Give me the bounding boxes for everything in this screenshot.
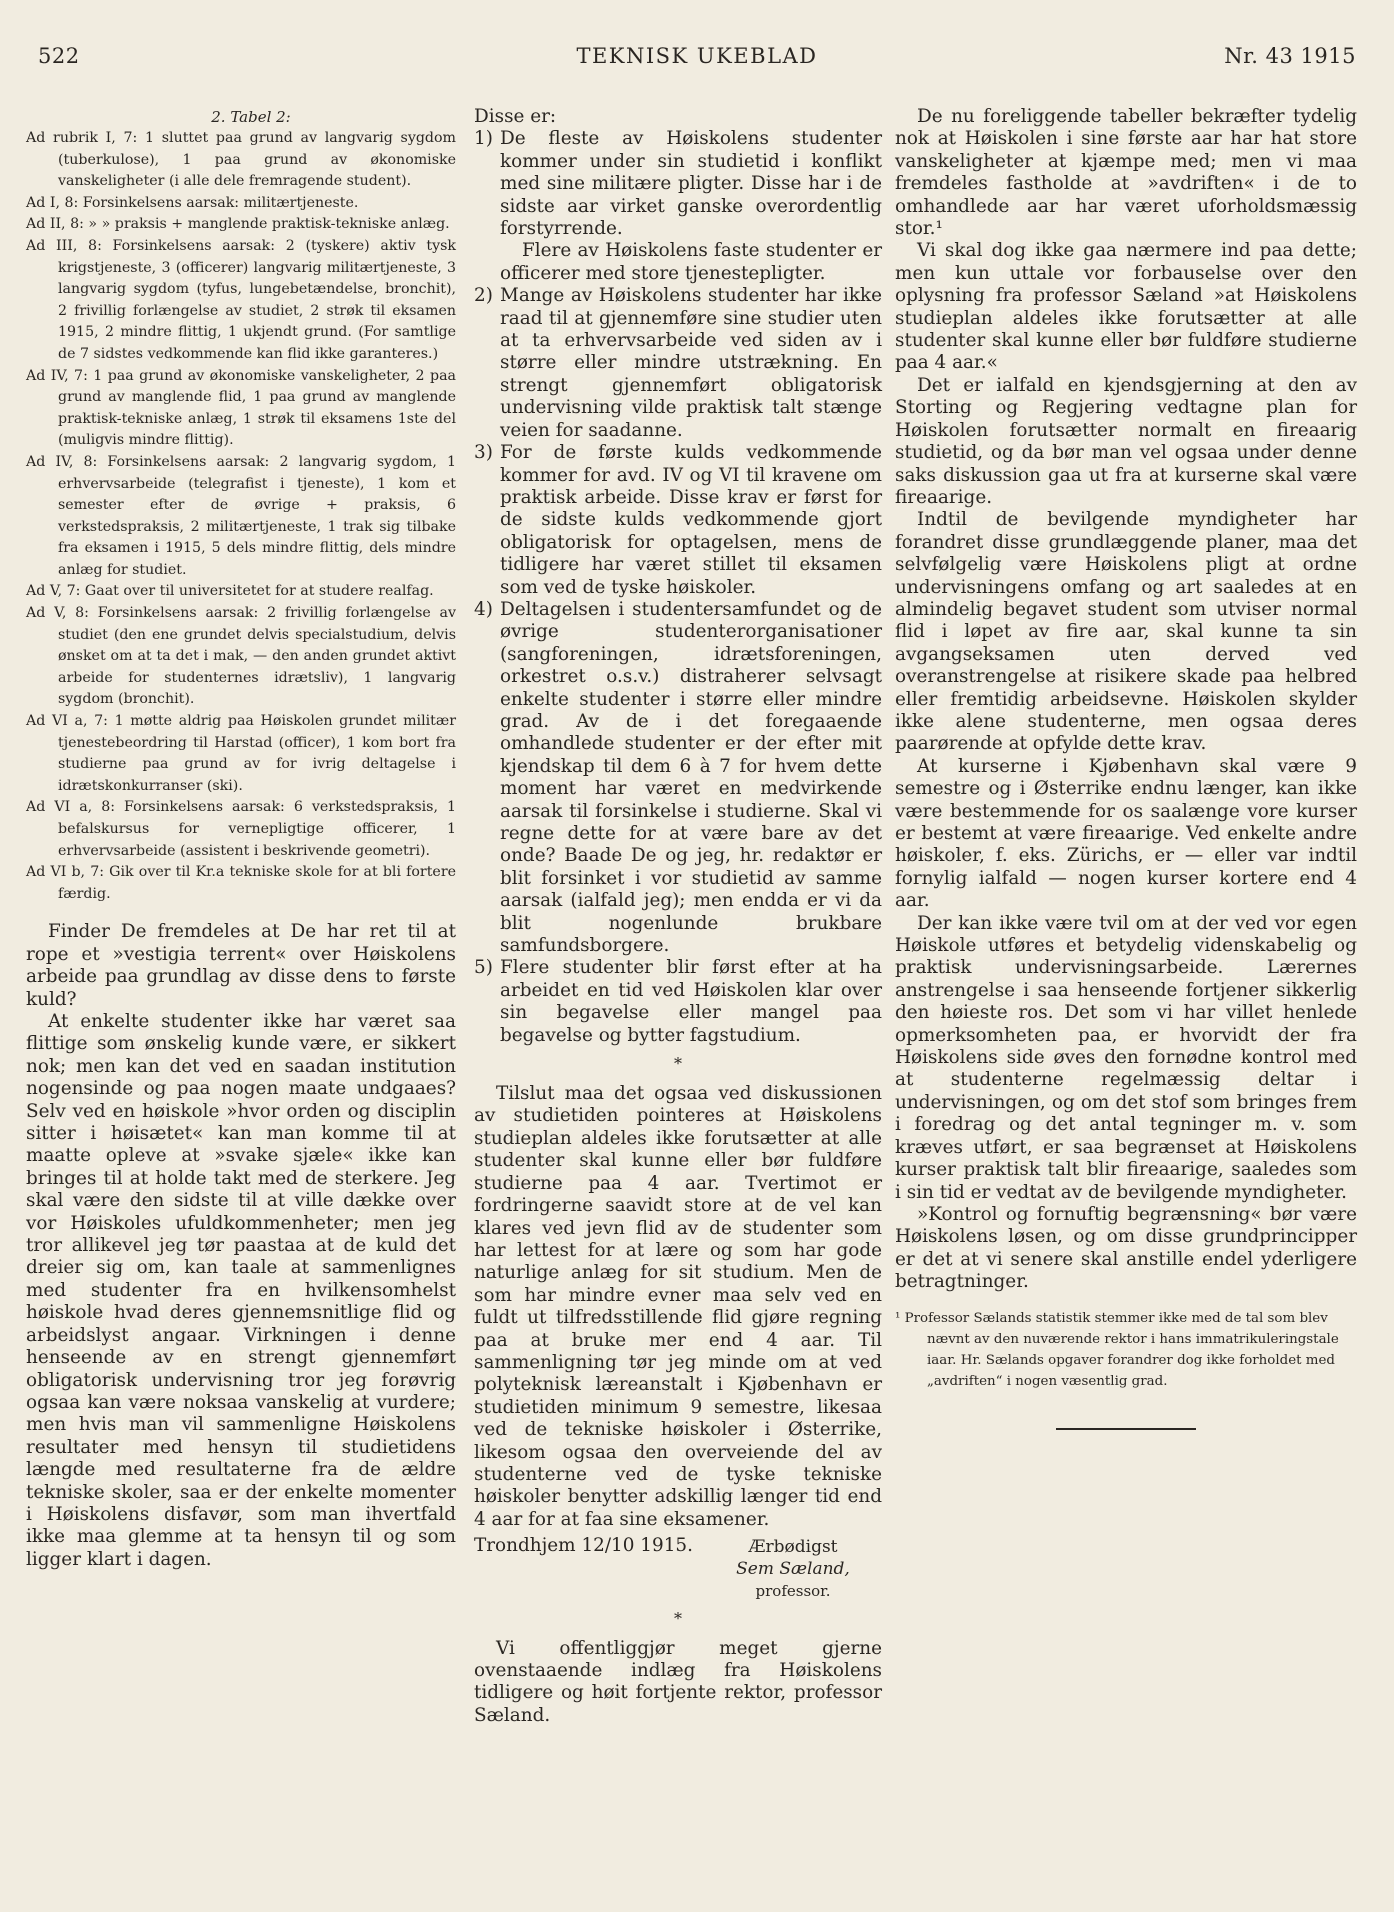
closing-rule bbox=[1056, 1428, 1196, 1430]
section-separator: * bbox=[674, 1608, 682, 1628]
column-left bbox=[26, 106, 456, 1571]
list-item-text: For de første kulds vedkommende kommer for avd. IV og VI til kravene om praktisk arbeide. Disse krav er først for de sidste kulds vedkommende gjort obligatorisk for optagelsen, mens de tidligere har været stillet til eksamen som ved de tyske høiskoler. bbox=[500, 442, 882, 598]
place-date: Trondhjem 12/10 1915. bbox=[474, 1535, 693, 1557]
list-item-number: 4) bbox=[474, 598, 493, 620]
page-header bbox=[38, 44, 1356, 76]
list-item bbox=[474, 442, 882, 599]
list-item-number: 1) bbox=[474, 128, 493, 150]
body-paragraph: »Kontrol og fornuftig begrænsning« bør være Høiskolens løsen, og om disse grundprincipper er det at vi senere skal anstille endel yderligere betragtninger. bbox=[895, 1203, 1357, 1293]
page-number: 522 bbox=[38, 44, 80, 68]
body-paragraph: Indtil de bevilgende myndigheter har forandret disse grundlæggende planer, maa det selvfølgelig være Høiskolens pligt at ordne undervisningens omfang og art saaledes at en almindelig begavet student som utviser normal flid i løpet av fire aar, skal kunne ta sin avgangseksamen uten derved ved overanstrengelse at risikere skade paa helbred eller fremtidig arbeidsevne. Høiskolen skylder ikke alene studenterne, men ogsaa deres paarørende at opfylde dette krav. bbox=[895, 509, 1357, 755]
list-item-number: 3) bbox=[474, 442, 493, 464]
list-item bbox=[474, 128, 882, 240]
table-note: Ad V, 8: Forsinkelsens aarsak: 2 frivillig forlængelse av studiet (den ene grundet delvis specialstudium, delvis ønsket om at ta det i mak, — den anden grundet aktivt arbeide for studenternes idrætsliv), 1 langvarig sygdom (bronchit). bbox=[26, 605, 456, 708]
body-paragraph: Der kan ikke være tvil om at der ved vor egen Høiskole utføres et betydelig videnskabelig og praktisk undervisningsarbeide. Lærernes anstrengelse i saa henseende fortjener sikkerlig den høieste ros. Det som vi har villet henlede opmerksomheten paa, er hvorvidt der fra Høiskolens side øves den fornødne kontrol med at studenterne regelmæssig deltar i undervisningen, og om det stof som bringes frem i foredrag og det antal tegninger m. v. som kræves utført, er saa begrænset at Høiskolens kurser praktisk talt blir fireaarige, saaledes som i sin tid er vedtat av de bevilgende myndigheter. bbox=[895, 912, 1357, 1203]
footnote: ¹ Professor Sælands statistik stemmer ikke med de tal som blev nævnt av den nuværende rektor i hans immatrikuleringstale iaar. Hr. Sælands opgaver forandrer dog ikke forholdet med „avdriften“ i nogen væsentlig grad. bbox=[895, 1310, 1339, 1389]
body-paragraph: Det er ialfald en kjendsgjerning at den av Storting og Regjering vedtagne plan for Høiskolen forutsætter normalt en fireaarig studietid, og da bør man vel ogsaa under denne saks diskussion gaa ut fra at kurserne skal være fireaarige. bbox=[895, 374, 1357, 508]
list-item-text: Mange av Høiskolens studenter har ikke raad til at gjennemføre sine studier uten at ta erhvervsarbeide ved siden av i større eller mindre utstrækning. En strengt gjennemført obligatorisk undervisning vilde praktisk talt stænge veien for saadanne. bbox=[500, 285, 882, 441]
table-note: Ad rubrik I, 7: 1 sluttet paa grund av langvarig sygdom (tuberkulose), 1 paa grund av økonomiske vanskeligheter (i alle dele fremragende student). bbox=[26, 130, 456, 190]
body-paragraph: De nu foreliggende tabeller bekræfter tydelig nok at Høiskolen i sine første aar har hat store vanskeligheter at kjæmpe med; men vi maa fremdeles fastholde at »avdriften« i de to omhandlede aar har været uforholdsmæssig stor.¹ bbox=[895, 106, 1357, 240]
signature-block bbox=[704, 1536, 882, 1602]
body-paragraph: Finder De fremdeles at De har ret til at rope et »vestigia terrent« over Høiskolens arbeide paa grundlag av disse dens to første kuld? bbox=[26, 921, 456, 1010]
body-paragraph: Vi skal dog ikke gaa nærmere ind paa dette; men kun uttale vor forbauselse over den oplysning fra professor Sæland »at Høiskolens studieplan aldeles ikke forutsætter at alle studenter skal kunne eller bør fuldføre studierne paa 4 aar.« bbox=[895, 240, 1357, 374]
table-note: Ad V, 7: Gaat over til universitetet for at studere realfag. bbox=[26, 583, 434, 600]
list-item bbox=[474, 599, 882, 958]
table-note: Ad I, 8: Forsinkelsens aarsak: militærtjeneste. bbox=[26, 194, 359, 211]
column-right bbox=[895, 106, 1357, 1430]
list-item-text: De fleste av Høiskolens studenter kommer under sin studietid i konflikt med sine militære pligter. Disse har i de sidste aar virket ganske overordentlig forstyrrende. bbox=[500, 128, 882, 240]
list-item bbox=[474, 285, 882, 442]
table-note: Ad II, 8: » » praksis + manglende praktisk-tekniske anlæg. bbox=[26, 216, 450, 233]
list-intro: Disse er: bbox=[474, 106, 557, 127]
section-separator: * bbox=[674, 1054, 682, 1074]
salutation: Ærbødigst bbox=[748, 1536, 838, 1557]
journal-title: TEKNISK UKEBLAD bbox=[576, 44, 818, 68]
column-middle bbox=[474, 106, 882, 1727]
table-note: Ad VI a, 7: 1 møtte aldrig paa Høiskolen grundet militær tjenestebeordring til Harstad (officer), 1 kom bort fra studierne paa grund av for ivrig deltagelse i idrætskonkurranser (ski). bbox=[26, 713, 456, 794]
body-paragraph: At enkelte studenter ikke har været saa flittige som ønskelig kunde være, er sikkert nok; men kan det ved en saadan institution nogensinde og paa nogen maate undgaaes? Selv ved en høiskole »hvor orden og disciplin sitter i høisætet« kan man komme til at maatte opleve at »svake sjæle« ikke kan bringes til at holde takt med de sterkere. Jeg skal være den sidste til at ville dække over vor Høiskoles ufuldkommenheter; men jeg tror allikevel jeg tør paastaa at de kuld det dreier sig om, kan taale at sammenlignes med studenter fra en hvilkensomhelst høiskole hvad deres gjennemsnitlige flid og arbeidslyst angaar. Virkningen i denne henseende av en strengt gjennemført obligatorisk undervisning tror jeg forøvrig ogsaa kan være noksaa vanskelig at vurdere; men hvis man vil sammenligne Høiskolens resultater med hensyn til studietidens længde med resultaterne fra de ældre tekniske skoler, saa er der enkelte momenter i Høiskolens disfavør, som man ihvertfald ikke maa glemme at ta hensyn til og som ligger klart i dagen. bbox=[26, 1011, 456, 1570]
table-note: Ad VI a, 8: Forsinkelsens aarsak: 6 verkstedspraksis, 1 befalskursus for vernepligtige officerer, 1 erhvervsarbeide (assistent i beskrivende geometri). bbox=[26, 799, 456, 859]
signature-name: Sem Sæland, bbox=[736, 1558, 850, 1579]
list-item-number: 2) bbox=[474, 285, 493, 307]
issue-number: Nr. 43 1915 bbox=[1224, 44, 1356, 68]
list-item-number: 5) bbox=[474, 957, 493, 979]
list-item-text: Deltagelsen i studentersamfundet og de øvrige studenterorganisationer (sangforeningen, idrætsforeningen, orkestret o.s.v.) distraherer selvsagt enkelte studenter i større eller mindre grad. Av de i det foregaaende omhandlede studenter er der efter mit kjendskap til dem 6 à 7 for hvem dette moment har været en medvirkende aarsak til forsinkelse i studierne. Skal vi regne dette for at være bare av det onde? Baade De og jeg, hr. redaktør er blit forsinket i vor studietid av samme aarsak (ialfald jeg); men endda er vi da blit nogenlunde brukbare samfundsborgere. bbox=[500, 598, 882, 957]
closing-paragraph: Tilslut maa det ogsaa ved diskussionen av studietiden pointeres at Høiskolens studieplan aldeles ikke forutsætter at alle studenter skal kunne eller bør fuldføre studierne paa 4 aar. Tvertimot er fordringerne saavidt store at de vel kan klares ved jevn flid av de studenter som har lettest for at lære og som har gode naturlige anlæg for sit studium. Men de som har mindre evner maa selv ved en fuldt ut tilfredsstillende flid gjøre regning paa at bruke mer end 4 aar. Til sammenligning tør jeg minde om at ved polyteknisk læreanstalt i Kjøbenhavn er studietiden minimum 9 semestre, likesaa ved de tekniske høiskoler i Østerrike, likesom ogsaa den overveiende del av studenterne ved de tyske tekniske høiskoler benytter adskillig længer tid end 4 aar for at faa sine eksamener. bbox=[474, 1083, 882, 1530]
table-note: Ad IV, 7: 1 paa grund av økonomiske vanskeligheter, 2 paa grund av manglende flid, 1 paa grund av manglende praktisk-tekniske anlæg, 1 strøk til eksamens 1ste del (muligvis mindre flittig). bbox=[26, 367, 456, 449]
editor-note: Vi offentliggjør meget gjerne ovenstaaende indlæg fra Høiskolens tidligere og høit fortjente rektor, professor Sæland. bbox=[474, 1637, 882, 1726]
list-item-text: Flere studenter blir først efter at ha arbeidet en tid ved Høiskolen klar over sin begavelse eller mangel paa begavelse og bytter fagstudium. bbox=[500, 957, 882, 1046]
table-note: Ad IV, 8: Forsinkelsens aarsak: 2 langvarig sygdom, 1 erhvervsarbeide (telegrafist i tjeneste), 1 kom et semester efter de øvrige + praksis, 6 verkstedspraksis, 2 militærtjeneste, 1 trak sig tilbake fra eksamen i 1915, 5 dels mindre flittig, dels mindre anlæg for studiet. bbox=[26, 453, 456, 578]
signature-role: professor. bbox=[755, 1581, 831, 1600]
body-paragraph: At kurserne i Kjøbenhavn skal være 9 semestre og i Østerrike endnu længer, kan ikke være bestemmende for os saalænge vore kurser er bestemt at være fireaarige. Ved enkelte andre høiskoler, f. eks. Zürichs, er — eller var indtil fornylig ialfald — nogen kurser kortere end 4 aar. bbox=[895, 755, 1357, 912]
table-note: Ad VI b, 7: Gik over til Kr.a tekniske skole for at bli fortere færdig. bbox=[26, 864, 456, 902]
table-note: Ad III, 8: Forsinkelsens aarsak: 2 (tyskere) aktiv tysk krigstjeneste, 3 (officerer) langvarig militærtjeneste, 3 langvarig sygdom (tyfus, lungebetændelse, bronchit), 2 frivillig forlængelse av studiet, 2 strøk til eksamen 1915, 2 mindre flittig, 1 ukjendt grund. (For samtlige de 7 sidstes vedkommende kan flid ikke garanteres.) bbox=[26, 237, 456, 362]
table-heading: 2. Tabel 2: bbox=[211, 108, 291, 126]
list-item-followup: Flere av Høiskolens faste studenter er officerer med store tjenestepligter. bbox=[500, 240, 882, 284]
list-item bbox=[474, 957, 882, 1047]
